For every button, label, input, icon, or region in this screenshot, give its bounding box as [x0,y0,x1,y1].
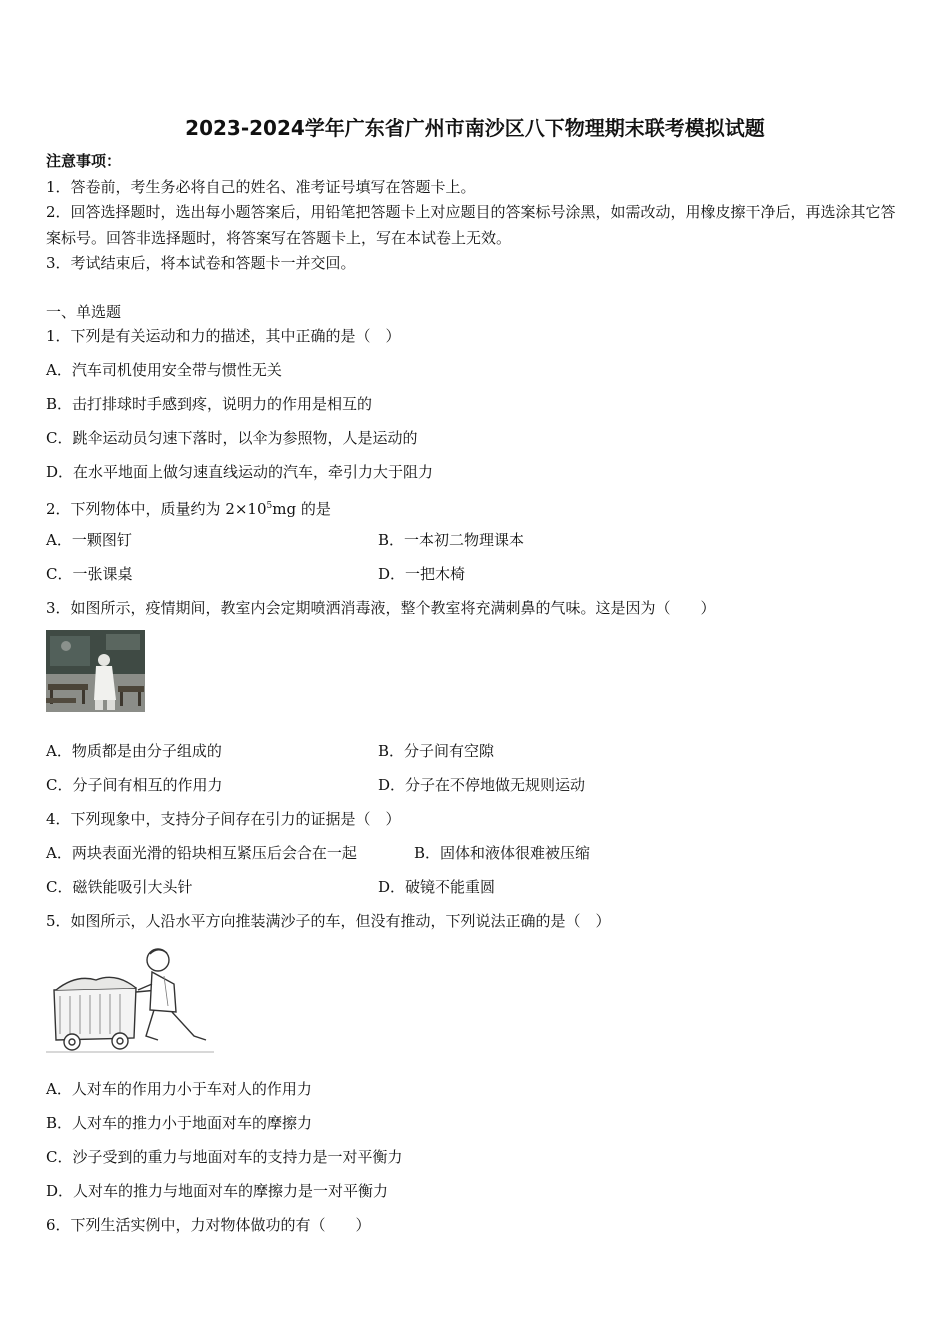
section-heading: 一、单选题 [46,303,122,321]
q5-option-d: D．人对车的推力与地面对车的摩擦力是一对平衡力 [46,1182,389,1200]
q2-stem [46,496,331,519]
q5-option-b: B．人对车的推力小于地面对车的摩擦力 [46,1114,313,1132]
q6-stem: 6．下列生活实例中，力对物体做功的有（ ） [46,1216,371,1234]
q5-stem: 5．如图所示，人沿水平方向推装满沙子的车，但没有推动，下列说法正确的是（ ） [46,912,611,930]
q4-option-a: A．两块表面光滑的铅块相互紧压后会合在一起 [46,844,357,862]
boy-pushing-sand-cart-figure [46,940,214,1055]
note-item-2: 2．回答选择题时，选出每小题答案后，用铅笔把答题卡上对应题目的答案标号涂黑，如需改动，用橡皮擦干净后，再选涂其它答案标号。回答非选择题时，将答案写在答题卡上，写在本试卷上无效。 [46,203,896,247]
q4-option-b: B．固体和液体很难被压缩 [414,844,591,862]
q5-option-c: C．沙子受到的重力与地面对车的支持力是一对平衡力 [46,1148,403,1166]
q3-stem: 3．如图所示，疫情期间，教室内会定期喷洒消毒液，整个教室将充满刺鼻的气味。这是因为（ ） [46,599,716,617]
page-title: 2023-2024学年广东省广州市南沙区八下物理期末联考模拟试题 [185,116,765,140]
q3-option-b: B．分子间有空隙 [378,742,495,760]
q2-option-b: B．一本初二物理课本 [378,531,525,549]
q1-option-b: B．击打排球时手感到疼，说明力的作用是相互的 [46,395,373,413]
note-item-3: 3．考试结束后，将本试卷和答题卡一并交回。 [46,254,356,272]
q3-option-c: C．分子间有相互的作用力 [46,776,223,794]
q4-option-c: C．磁铁能吸引大头针 [46,878,193,896]
q2-option-d: D．一把木椅 [378,565,466,583]
q2-option-c: C．一张课桌 [46,565,133,583]
q1-option-c: C．跳伞运动员匀速下落时，以伞为参照物，人是运动的 [46,429,418,447]
q2-stem-post: mg 的是 [272,500,331,518]
q3-option-d: D．分子在不停地做无规则运动 [378,776,586,794]
classroom-disinfection-photo [46,630,145,712]
q1-stem: 1．下列是有关运动和力的描述，其中正确的是（ ） [46,327,401,345]
q1-option-a: A．汽车司机使用安全带与惯性无关 [46,361,282,379]
q2-stem-pre: 2．下列物体中，质量约为 2×10 [46,500,267,518]
q2-option-a: A．一颗图钉 [46,531,132,549]
note-item-1: 1．答卷前，考生务必将自己的姓名、准考证号填写在答题卡上。 [46,178,476,196]
q4-stem: 4．下列现象中，支持分子间存在引力的证据是（ ） [46,810,401,828]
q1-option-d: D．在水平地面上做匀速直线运动的汽车，牵引力大于阻力 [46,463,434,481]
q5-option-a: A．人对车的作用力小于车对人的作用力 [46,1080,312,1098]
notes-heading: 注意事项： [46,152,122,170]
q4-option-d: D．破镜不能重圆 [378,878,496,896]
q2-stem-exponent: 5 [266,501,273,511]
q3-option-a: A．物质都是由分子组成的 [46,742,222,760]
